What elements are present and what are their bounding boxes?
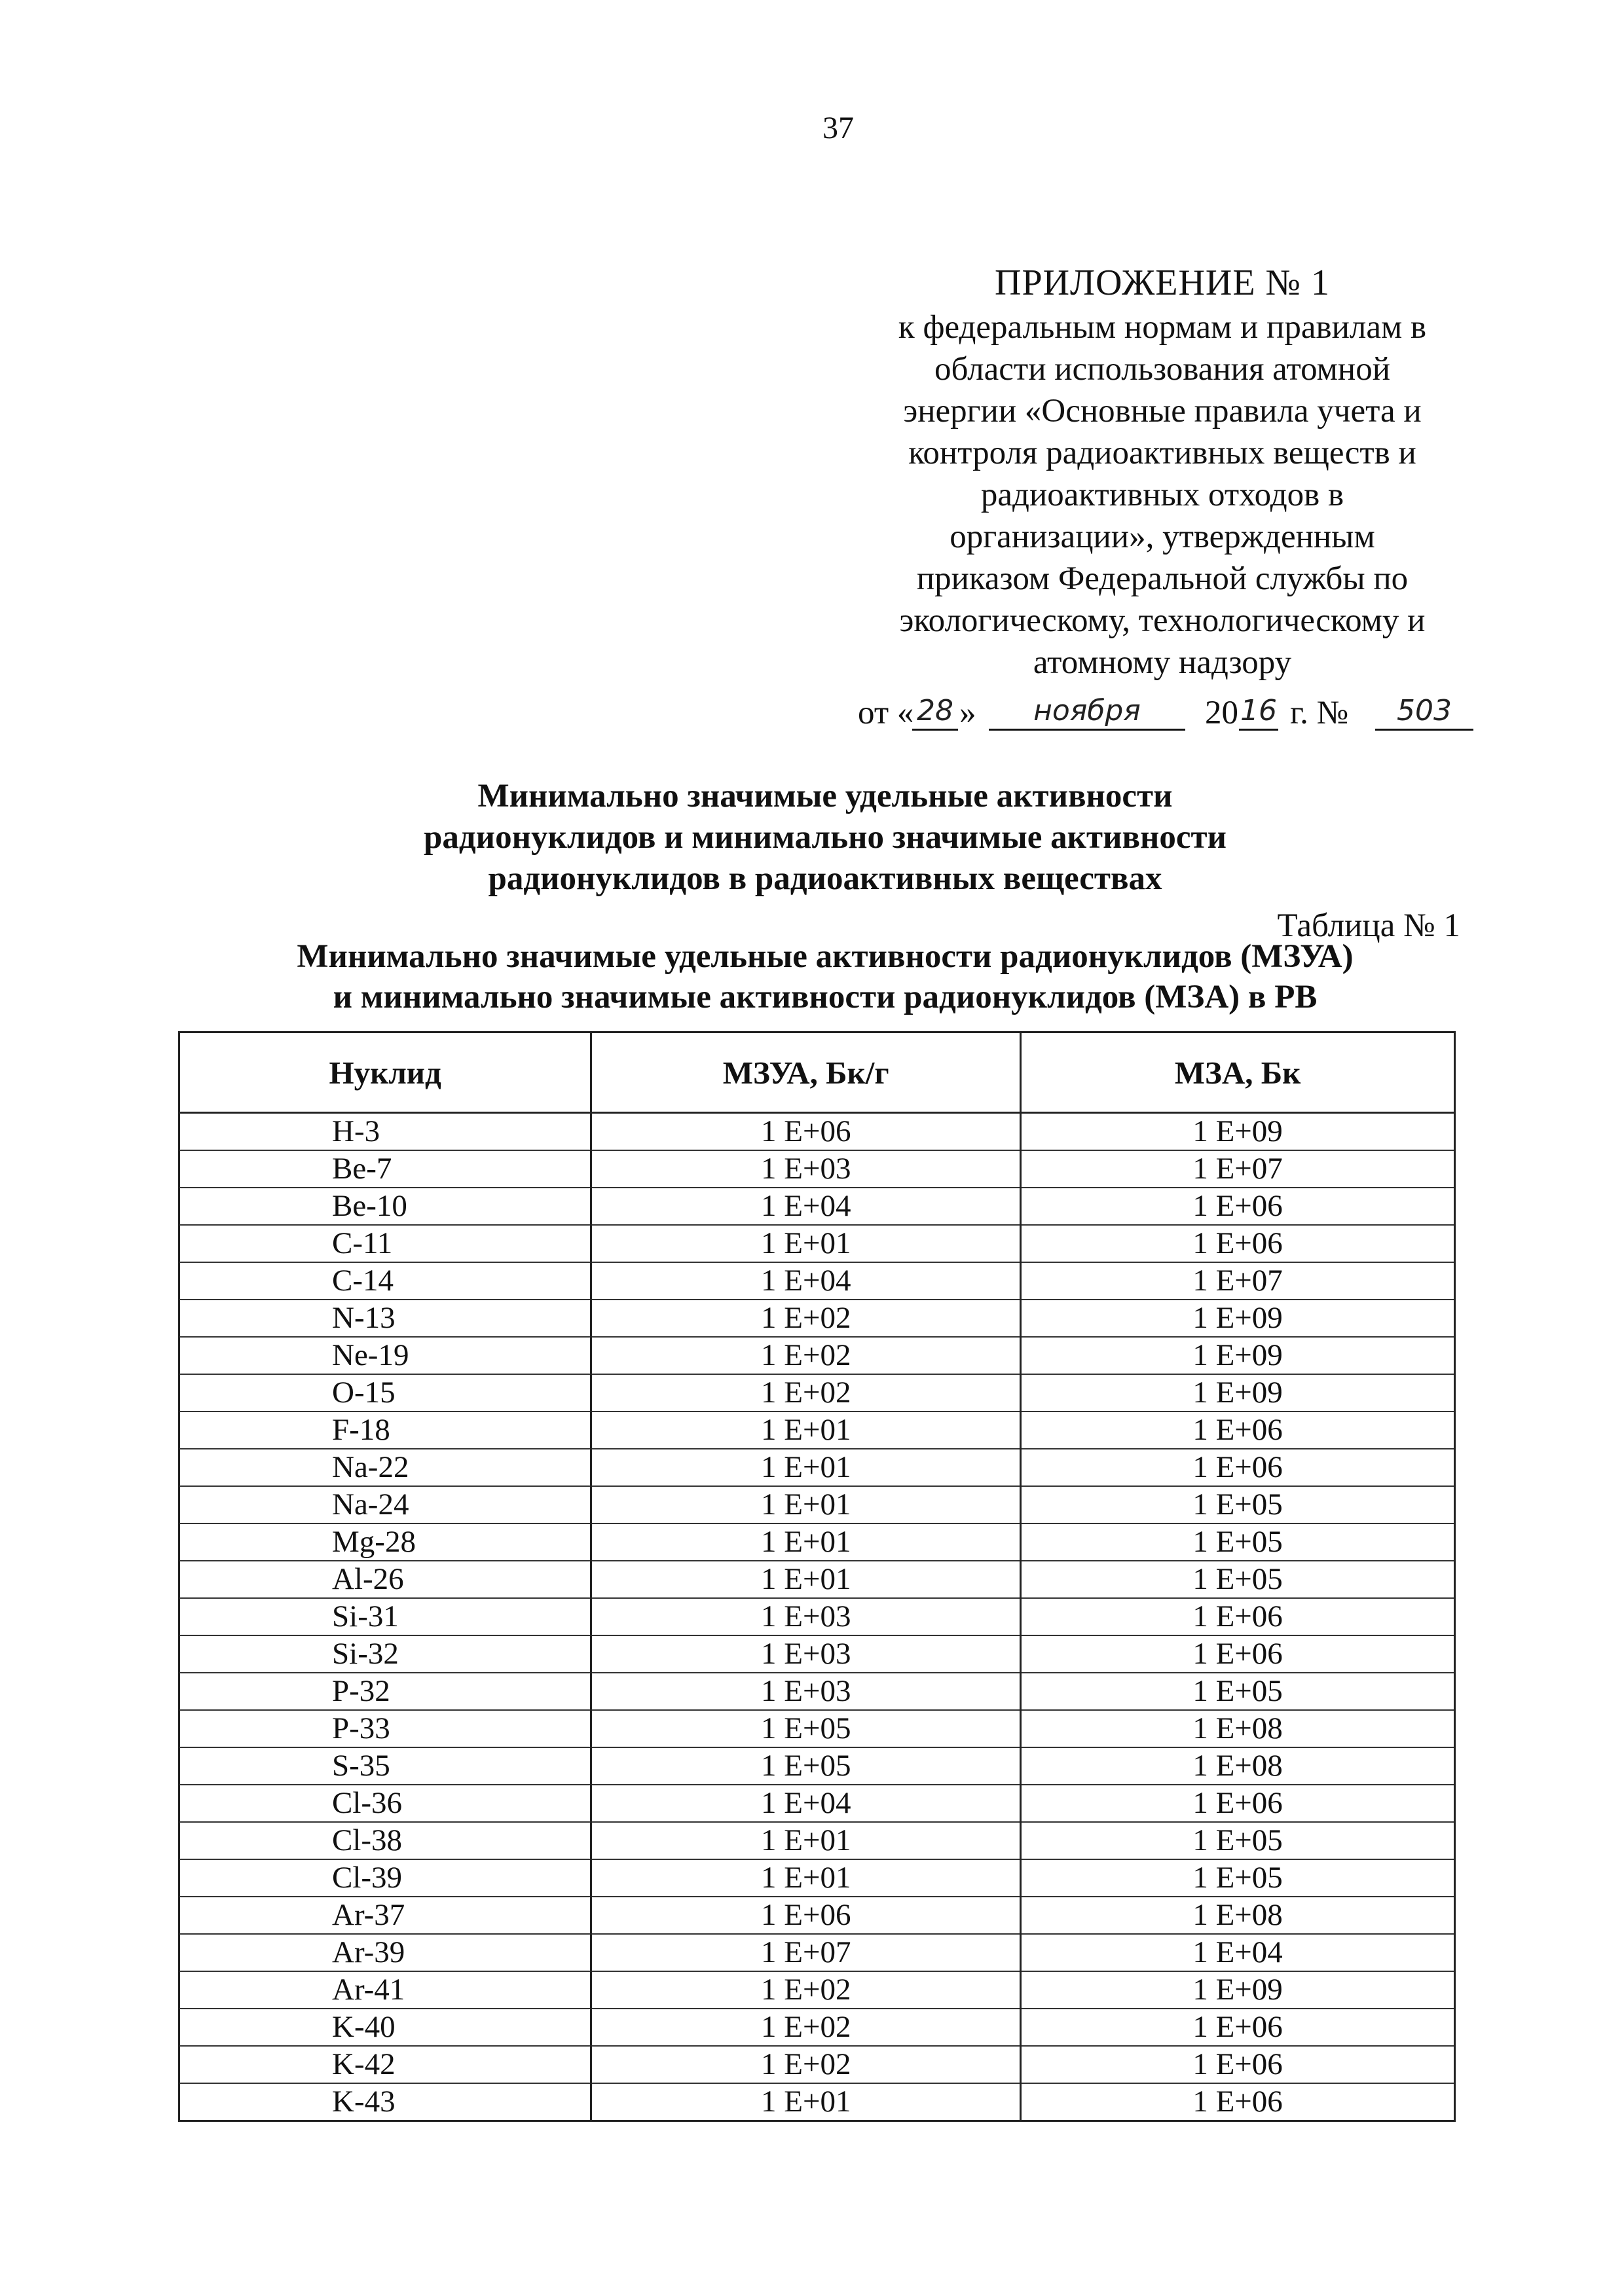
cell-mza: 1 E+05 [1021, 1486, 1455, 1523]
annex-block [819, 262, 1506, 683]
cell-nuclide: C-14 [179, 1262, 591, 1300]
cell-mzua: 1 E+01 [591, 1561, 1021, 1598]
cell-nuclide: Cl-36 [179, 1785, 591, 1822]
cell-mza: 1 E+06 [1021, 1225, 1455, 1262]
table-row [179, 1822, 1455, 1859]
cell-nuclide: K-42 [179, 2046, 591, 2083]
cell-mza: 1 E+09 [1021, 1300, 1455, 1337]
document-heading-line: радионуклидов и минимально значимые активности [424, 819, 1227, 856]
cell-mzua: 1 E+02 [591, 1374, 1021, 1412]
cell-nuclide: Be-7 [179, 1150, 591, 1188]
cell-mza: 1 E+06 [1021, 2083, 1455, 2121]
table-row [179, 2046, 1455, 2083]
cell-nuclide: P-33 [179, 1710, 591, 1747]
cell-mzua: 1 E+01 [591, 1822, 1021, 1859]
cell-mzua: 1 E+01 [591, 1225, 1021, 1262]
table-row [179, 1225, 1455, 1262]
annex-line: атомному надзору [1033, 644, 1292, 681]
annex-line: радиоактивных отходов в [980, 477, 1344, 513]
table-row [179, 1710, 1455, 1747]
cell-nuclide: Al-26 [179, 1561, 591, 1598]
order-number-handwritten: 503 [1375, 694, 1473, 731]
cell-mza: 1 E+09 [1021, 1374, 1455, 1412]
table-row [179, 1934, 1455, 1971]
table-row [179, 1747, 1455, 1785]
annex-line: организации», утвержденным [950, 519, 1375, 555]
order-year-handwritten: 16 [1239, 694, 1278, 731]
cell-mza: 1 E+07 [1021, 1262, 1455, 1300]
cell-nuclide: Si-31 [179, 1598, 591, 1635]
table-row [179, 1635, 1455, 1673]
column-header-nuclide: Нуклид [179, 1032, 591, 1113]
cell-mza: 1 E+05 [1021, 1673, 1455, 1710]
cell-nuclide: Ar-39 [179, 1934, 591, 1971]
cell-mza: 1 E+05 [1021, 1523, 1455, 1561]
cell-nuclide: Ar-37 [179, 1897, 591, 1934]
annex-line: области использования атомной [934, 351, 1390, 388]
cell-mzua: 1 E+01 [591, 1859, 1021, 1897]
cell-mza: 1 E+06 [1021, 1449, 1455, 1486]
table-row [179, 1897, 1455, 1934]
cell-nuclide: Ar-41 [179, 1971, 591, 2009]
cell-mzua: 1 E+01 [591, 2083, 1021, 2121]
order-year-prefix: 20 [1205, 695, 1238, 731]
table-row [179, 2083, 1455, 2121]
cell-mzua: 1 E+03 [591, 1598, 1021, 1635]
table-heading-line: Минимально значимые удельные активности радионуклидов (МЗУА) [297, 938, 1354, 975]
cell-mzua: 1 E+02 [591, 1300, 1021, 1337]
order-quote-close: » [959, 695, 976, 731]
annex-line: контроля радиоактивных веществ и [908, 435, 1416, 471]
cell-mzua: 1 E+06 [591, 1897, 1021, 1934]
cell-nuclide: F-18 [179, 1412, 591, 1449]
cell-nuclide: S-35 [179, 1747, 591, 1785]
table-row [179, 1188, 1455, 1225]
order-prefix: от « [858, 695, 914, 731]
cell-mzua: 1 E+03 [591, 1673, 1021, 1710]
cell-nuclide: N-13 [179, 1300, 591, 1337]
table-body [179, 1113, 1455, 2121]
table-row [179, 1785, 1455, 1822]
table-row [179, 1412, 1455, 1449]
cell-mza: 1 E+08 [1021, 1747, 1455, 1785]
cell-mza: 1 E+08 [1021, 1710, 1455, 1747]
cell-nuclide: Mg-28 [179, 1523, 591, 1561]
cell-nuclide: K-43 [179, 2083, 591, 2121]
cell-mza: 1 E+06 [1021, 1635, 1455, 1673]
column-header-mzua: МЗУА, Бк/г [591, 1032, 1021, 1113]
annex-line: энергии «Основные правила учета и [903, 393, 1422, 429]
table-row [179, 1337, 1455, 1374]
cell-mzua: 1 E+01 [591, 1449, 1021, 1486]
cell-mzua: 1 E+02 [591, 1337, 1021, 1374]
table-heading [210, 936, 1441, 1017]
cell-mzua: 1 E+05 [591, 1710, 1021, 1747]
table-row [179, 1859, 1455, 1897]
order-day-handwritten: 28 [912, 694, 958, 731]
annex-line: экологическому, технологическому и [899, 602, 1426, 639]
nuclide-table [178, 1031, 1456, 2122]
table-row [179, 1486, 1455, 1523]
cell-nuclide: C-11 [179, 1225, 591, 1262]
cell-mza: 1 E+05 [1021, 1561, 1455, 1598]
cell-nuclide: Ne-19 [179, 1337, 591, 1374]
order-month-handwritten: ноября [989, 694, 1185, 731]
cell-mza: 1 E+06 [1021, 2046, 1455, 2083]
table-row [179, 2009, 1455, 2046]
cell-mza: 1 E+06 [1021, 1412, 1455, 1449]
cell-mzua: 1 E+03 [591, 1150, 1021, 1188]
annex-title: ПРИЛОЖЕНИЕ № 1 [995, 263, 1330, 303]
cell-mzua: 1 E+01 [591, 1412, 1021, 1449]
page-number: 37 [822, 111, 854, 145]
cell-mzua: 1 E+07 [591, 1934, 1021, 1971]
cell-mza: 1 E+09 [1021, 1113, 1455, 1151]
cell-mza: 1 E+06 [1021, 1598, 1455, 1635]
table-row [179, 1300, 1455, 1337]
cell-mza: 1 E+06 [1021, 1188, 1455, 1225]
cell-nuclide: Na-22 [179, 1449, 591, 1486]
cell-mzua: 1 E+04 [591, 1262, 1021, 1300]
cell-nuclide: Cl-39 [179, 1859, 591, 1897]
document-heading-line: Минимально значимые удельные активности [477, 778, 1173, 814]
cell-mzua: 1 E+02 [591, 2009, 1021, 2046]
cell-mzua: 1 E+01 [591, 1523, 1021, 1561]
table-row [179, 1150, 1455, 1188]
order-signature-line [858, 694, 1480, 746]
cell-mzua: 1 E+03 [591, 1635, 1021, 1673]
cell-mza: 1 E+06 [1021, 2009, 1455, 2046]
table-row [179, 1598, 1455, 1635]
table-row [179, 1113, 1455, 1151]
table-row [179, 1561, 1455, 1598]
cell-mza: 1 E+06 [1021, 1785, 1455, 1822]
cell-nuclide: O-15 [179, 1374, 591, 1412]
cell-nuclide: Cl-38 [179, 1822, 591, 1859]
annex-line: приказом Федеральной службы по [916, 560, 1409, 597]
cell-mzua: 1 E+01 [591, 1486, 1021, 1523]
cell-nuclide: K-40 [179, 2009, 591, 2046]
cell-mza: 1 E+05 [1021, 1822, 1455, 1859]
cell-mzua: 1 E+02 [591, 1971, 1021, 2009]
table-row [179, 1262, 1455, 1300]
cell-mzua: 1 E+02 [591, 2046, 1021, 2083]
cell-mza: 1 E+09 [1021, 1971, 1455, 2009]
table-header-row [179, 1032, 1455, 1113]
cell-nuclide: P-32 [179, 1673, 591, 1710]
annex-line: к федеральным нормам и правилам в [898, 309, 1427, 346]
document-heading-line: радионуклидов в радиоактивных веществах [488, 860, 1162, 897]
cell-mzua: 1 E+05 [591, 1747, 1021, 1785]
table-row [179, 1673, 1455, 1710]
cell-nuclide: Si-32 [179, 1635, 591, 1673]
table-heading-line: и минимально значимые активности радионуклидов (МЗА) в РВ [333, 979, 1318, 1015]
cell-mzua: 1 E+04 [591, 1785, 1021, 1822]
cell-mza: 1 E+04 [1021, 1934, 1455, 1971]
table-row [179, 1374, 1455, 1412]
cell-mzua: 1 E+06 [591, 1113, 1021, 1151]
table-row [179, 1449, 1455, 1486]
column-header-mza: МЗА, Бк [1021, 1032, 1455, 1113]
table-row [179, 1523, 1455, 1561]
cell-mza: 1 E+09 [1021, 1337, 1455, 1374]
cell-nuclide: Be-10 [179, 1188, 591, 1225]
cell-mza: 1 E+07 [1021, 1150, 1455, 1188]
cell-mzua: 1 E+04 [591, 1188, 1021, 1225]
cell-mza: 1 E+08 [1021, 1897, 1455, 1934]
table-row [179, 1971, 1455, 2009]
table-label: Таблица № 1 [1277, 907, 1460, 944]
cell-nuclide: H-3 [179, 1113, 591, 1151]
order-number-label: г. № [1290, 695, 1349, 731]
cell-mza: 1 E+05 [1021, 1859, 1455, 1897]
cell-nuclide: Na-24 [179, 1486, 591, 1523]
document-heading [327, 776, 1323, 900]
